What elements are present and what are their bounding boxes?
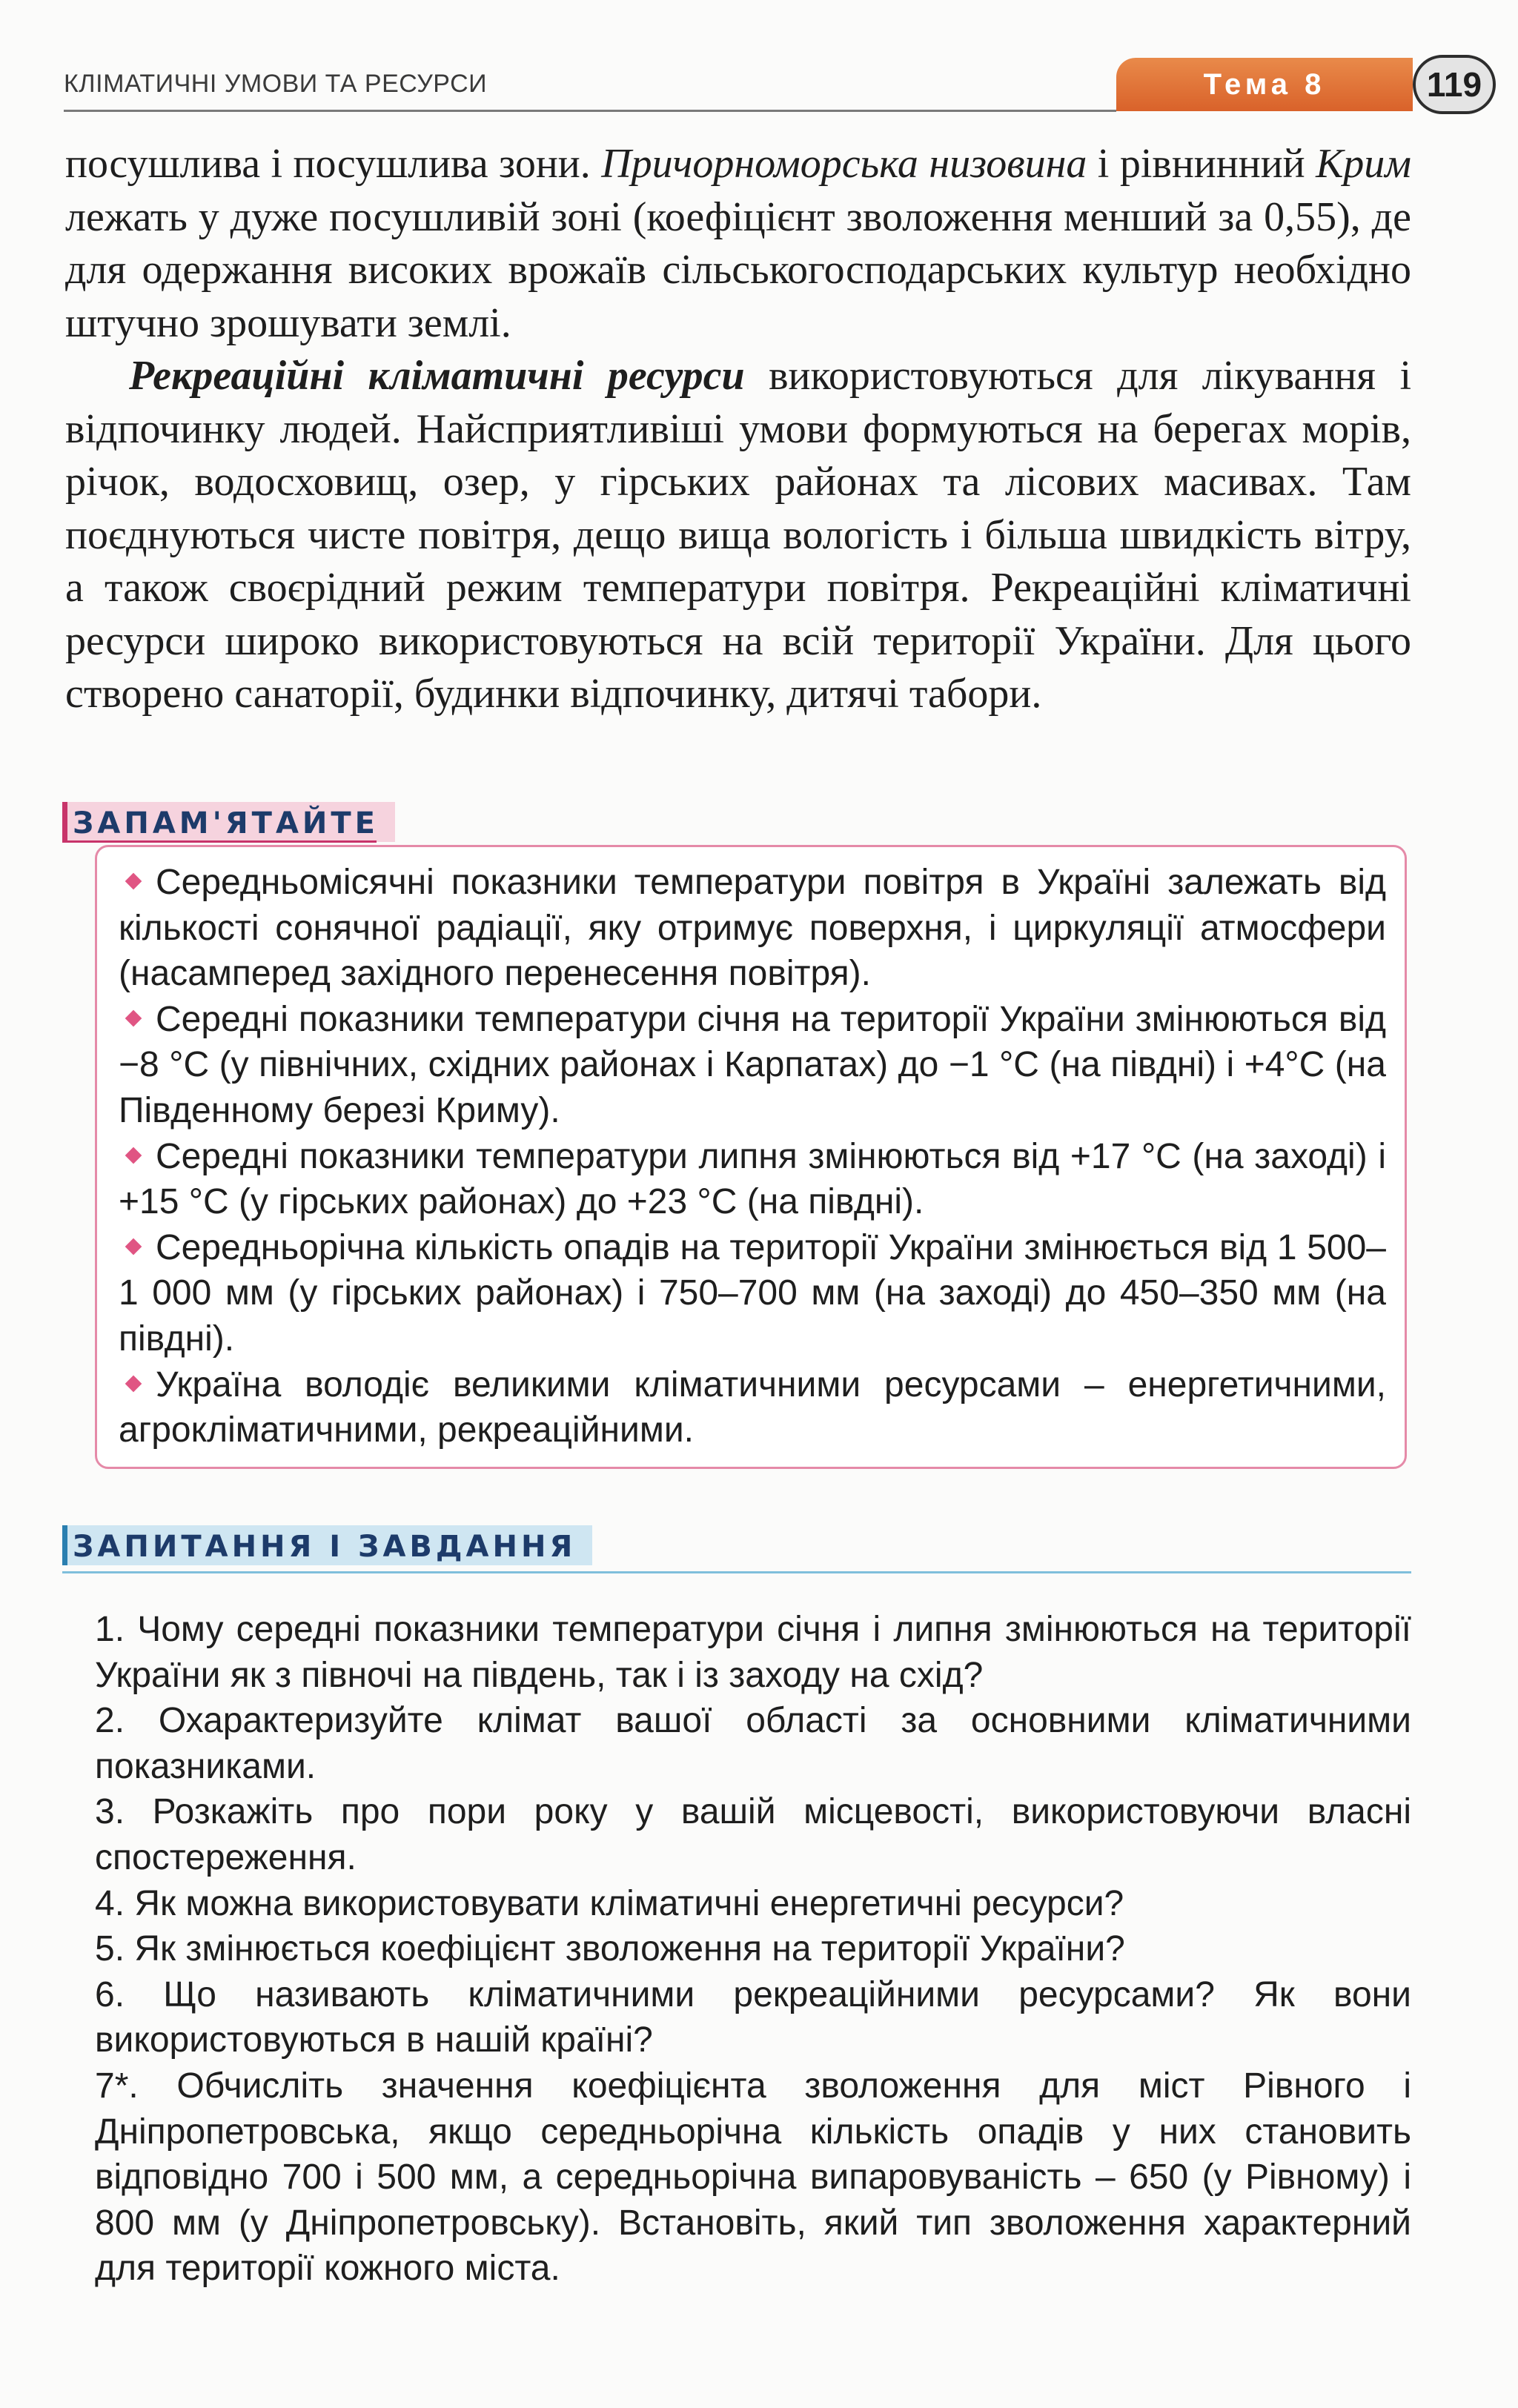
question-item: 4. Як можна використовувати кліматичні енергетичні ресурси? bbox=[95, 1883, 1124, 1923]
question-item: 3. Розкажіть про пори року у вашій місцевості, використовуючи власні спостереження. bbox=[95, 1792, 1411, 1877]
bold-term: Рекреаційні кліматичні ресурси bbox=[129, 353, 745, 399]
topic-tab: Тема 8 bbox=[1116, 58, 1413, 111]
remember-item-text: Середньорічна кількість опадів на території України змінюється від 1 500–1 000 мм (у гірських районах) і 750–700 мм (на заході) до 450–350 мм (на півдні). bbox=[119, 1227, 1386, 1359]
question-item: 5. Як змінюється коефіцієнт зволоження на території України? bbox=[95, 1929, 1125, 1969]
diamond-bullet-icon bbox=[125, 873, 142, 890]
question-item: 1. Чому середні показники температури січня і липня змінюються на території України як з півночі на південь, так і із заходу на схід? bbox=[95, 1610, 1411, 1695]
diamond-bullet-icon bbox=[125, 1376, 142, 1393]
header-rule bbox=[64, 110, 1116, 112]
question-item: 2. Охарактеризуйте клімат вашої області за основними кліматичними показниками. bbox=[95, 1701, 1411, 1786]
italic-term: Причорноморська низовина bbox=[601, 141, 1087, 187]
page-number: 119 bbox=[1413, 55, 1496, 114]
remember-item-text: Середні показники температури липня змінюються від +17 °C (на заході) і +15 °C (у гірських районах) до +23 °C (на півдні). bbox=[119, 1136, 1386, 1222]
remember-item bbox=[119, 997, 1386, 1134]
questions-list bbox=[95, 1607, 1411, 2292]
diamond-bullet-icon bbox=[125, 1147, 142, 1164]
remember-heading-text: ЗАПАМ'ЯТАЙТЕ bbox=[73, 806, 379, 840]
paragraph-2 bbox=[65, 350, 1411, 721]
questions-heading-text: ЗАПИТАННЯ І ЗАВДАННЯ bbox=[73, 1530, 577, 1564]
text-run: посушлива і посушлива зони. bbox=[65, 141, 602, 187]
remember-item-text: Україна володіє великими кліматичними ресурсами – енергетичними, агрокліматичними, рекреаційними. bbox=[119, 1364, 1386, 1450]
remember-item bbox=[119, 1134, 1386, 1225]
running-head-title: КЛІМАТИЧНІ УМОВИ ТА РЕСУРСИ bbox=[64, 70, 488, 98]
text-run: використовуються для лікування і відпочинку людей. Найсприятливіші умови формуються на берегах морів, річок, водосховищ, озер, у гірських районах та лісових масивах. Там поєднуються чисте повітря, дещо вища вологість і більша швидкість вітру, а також своєрідний режим температури повітря. Рекреаційні кліматичні ресурси широко використовуються на всій території України. Для цього створено санаторії, будинки відпочинку, дитячі табори. bbox=[65, 353, 1412, 717]
remember-item bbox=[119, 1362, 1386, 1453]
remember-item-text: Середньомісячні показники температури повітря в Україні залежать від кількості сонячної радіації, яку отримує поверхня, і циркуляції атмосфери (насамперед західного перенесення повітря). bbox=[119, 863, 1386, 994]
remember-item-text: Середні показники температури січня на території України змінюються від −8 °C (у північних, східних районах і Карпатах) до −1 °C (на півдні) і +4°C (на Південному березі Криму). bbox=[119, 999, 1386, 1130]
question-item: 6. Що називають кліматичними рекреаційними ресурсами? Як вони використовуються в нашій країні? bbox=[95, 1974, 1411, 2060]
remember-item bbox=[119, 860, 1386, 997]
remember-item bbox=[119, 1225, 1386, 1362]
text-run: лежать у дуже посушливій зоні (коефіцієнт зволоження менший за 0,55), де для одержання високих врожаїв сільськогосподарських культур необхідно штучно зрошувати землі. bbox=[65, 193, 1411, 346]
diamond-bullet-icon bbox=[125, 1010, 142, 1027]
remember-heading-rule bbox=[62, 840, 377, 843]
italic-term: Крим bbox=[1316, 141, 1412, 187]
questions-heading bbox=[62, 1525, 592, 1565]
question-item: 7*. Обчисліть значення коефіцієнта зволоження для міст Рівного і Дніпропетровська, якщо середньорічна кількість опадів у них становить відповідно 700 і 500 мм, а середньорічна випаровуваність – 650 (у Рівному) і 800 мм (у Дніпропетровську). Встановіть, який тип зволоження характерний для території кожного міста. bbox=[95, 2066, 1411, 2289]
heading-bar bbox=[62, 802, 67, 842]
text-run: і рівнинний bbox=[1087, 141, 1316, 187]
body-text bbox=[65, 138, 1411, 721]
remember-heading bbox=[62, 802, 395, 842]
diamond-bullet-icon bbox=[125, 1238, 142, 1256]
heading-bar bbox=[62, 1525, 67, 1565]
questions-heading-rule bbox=[62, 1571, 1411, 1573]
paragraph-1 bbox=[65, 138, 1411, 350]
remember-list bbox=[119, 860, 1386, 1453]
